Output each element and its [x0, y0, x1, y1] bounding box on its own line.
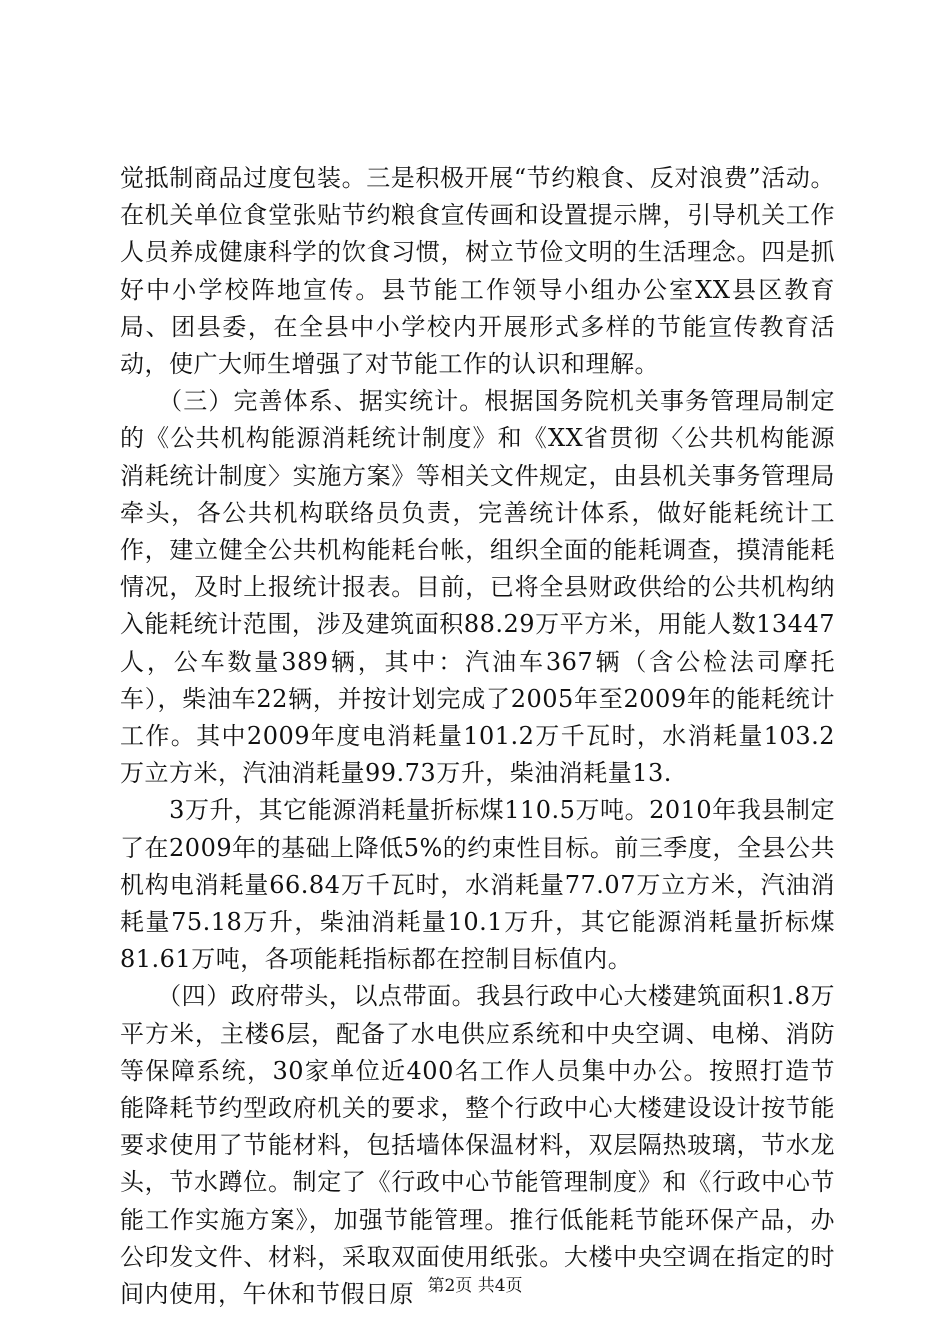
- paragraph-1: 觉抵制商品过度包装。三是积极开展“节约粮食、反对浪费”活动。在机关单位食堂张贴节约粮食宣传画和设置提示牌，引导机关工作人员养成健康科学的饮食习惯，树立节俭文明的生活理念。四是抓好中小学校阵地宣传。县节能工作领导小组办公室XX县区教育局、团县委，在全县中小学校内开展形式多样的节能宣传教育活动，使广大师生增强了对节能工作的认识和理解。: [120, 164, 835, 379]
- paragraph-4: （四）政府带头，以点带面。我县行政中心大楼建筑面积1.8万平方米，主楼6层，配备了水电供应系统和中央空调、电梯、消防等保障系统，30家单位近400名工作人员集中办公。按照打造节能降耗节约型政府机关的要求，整个行政中心大楼建设设计按节能要求使用了节能材料，包括墙体保温材料，双层隔热玻璃，节水龙头，节水蹲位。制定了《行政中心节能管理制度》和《行政中心节能工作实施方案》，加强节能管理。推行低能耗节能环保产品，办公印发文件、材料，采取双面使用纸张。大楼中央空调在指定的时间内使用，午休和节假日原: [120, 982, 835, 1309]
- paragraph-2: （三）完善体系、据实统计。根据国务院机关事务管理局制定的《公共机构能源消耗统计制度》和《XX省贯彻〈公共机构能源消耗统计制度〉实施方案》等相关文件规定，由县机关事务管理局牵头，各公共机构联络员负责，完善统计体系，做好能耗统计工作，建立健全公共机构能耗台帐，组织全面的能耗调查，摸清能耗情况，及时上报统计报表。目前，已将全县财政供给的公共机构纳入能耗统计范围，涉及建筑面积88.29万平方米，用能人数13447人，公车数量389辆，其中：汽油车367辆（含公检法司摩托车），柴油车22辆，并按计划完成了2005年至2009年的能耗统计工作。其中2009年度电消耗量101.2万千瓦时，水消耗量103.2万立方米，汽油消耗量99.73万升，柴油消耗量13.: [120, 387, 835, 788]
- page-footer: 第2页 共4页: [427, 1276, 523, 1296]
- document-body: [120, 160, 835, 1313]
- paragraph-3: 3万升，其它能源消耗量折标煤110.5万吨。2010年我县制定了在2009年的基础上降低5%的约束性目标。前三季度，全县公共机构电消耗量66.84万千瓦时，水消耗量77.07万立方米，汽油消耗量75.18万升，柴油消耗量10.1万升，其它能源消耗量折标煤81.61万吨，各项能耗指标都在控制目标值内。: [120, 796, 835, 974]
